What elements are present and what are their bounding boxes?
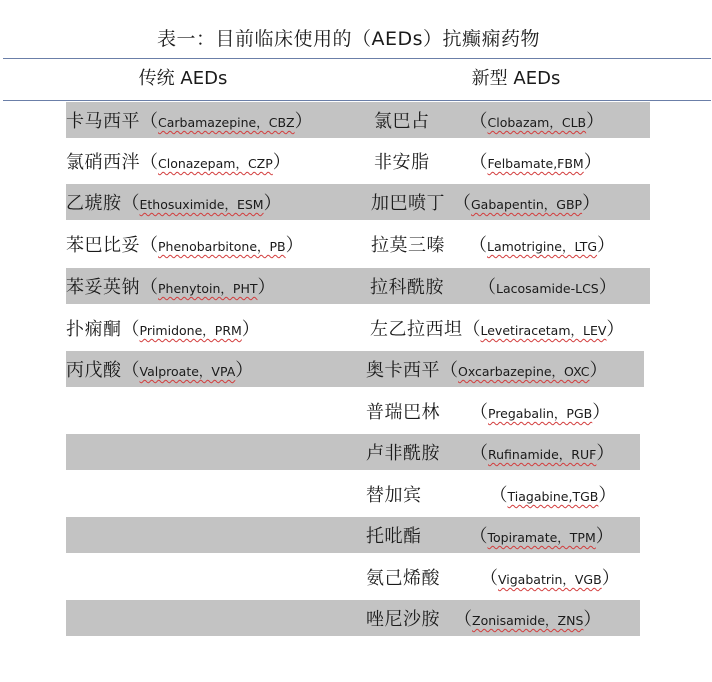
list-item <box>66 104 313 140</box>
bracket: （ <box>480 568 498 589</box>
top-rule <box>3 58 711 59</box>
drug-abbr: Vigabatrin，VGB <box>498 572 602 587</box>
bracket: （ <box>453 193 471 214</box>
bracket: ） <box>598 485 617 506</box>
bracket: （ <box>469 526 488 547</box>
bracket: ） <box>272 152 291 173</box>
drug-name: 氯巴占 <box>374 111 430 132</box>
drug-abbr: Levetiracetam，LEV <box>480 323 607 338</box>
bracket: ） <box>582 193 601 214</box>
drug-name: 替加宾 <box>366 485 422 506</box>
bracket: （ <box>469 235 487 256</box>
table-title: 表一：目前临床使用的（AEDs）抗癫痫药物 <box>156 28 541 50</box>
bracket: （ <box>121 360 140 381</box>
drug-name: 加巴喷丁 <box>371 193 445 214</box>
bracket: （ <box>121 193 140 214</box>
drug-abbr: Clobazam，CLB <box>487 115 587 130</box>
drug-name: 氯硝西泮 <box>66 152 140 173</box>
list-item <box>370 312 624 348</box>
drug-abbr: Gabapentin，GBP <box>471 197 583 212</box>
drug-abbr: Valproate，VPA <box>139 364 236 379</box>
drug-name: 拉科酰胺 <box>370 277 444 298</box>
header-rule <box>3 100 711 101</box>
bracket: （ <box>121 319 140 340</box>
bracket: （ <box>469 111 488 132</box>
list-item <box>366 519 614 555</box>
bracket: ） <box>583 609 602 630</box>
list-item <box>66 312 260 348</box>
header-new: 新型 AEDs <box>471 68 561 89</box>
bracket: ） <box>257 277 276 298</box>
drug-name: 拉莫三嗪 <box>371 235 445 256</box>
bracket: ） <box>601 568 620 589</box>
bracket: ） <box>598 277 617 298</box>
drug-abbr: Pregabalin，PGB <box>488 406 593 421</box>
drug-abbr: Topiramate，TPM <box>487 530 596 545</box>
bracket: ） <box>235 360 254 381</box>
bracket: ） <box>294 111 313 132</box>
drug-name: 托吡酯 <box>366 526 422 547</box>
drug-abbr: Tiagabine,TGB <box>507 489 599 504</box>
drug-name: 氨己烯酸 <box>366 568 440 589</box>
drug-abbr: Rufinamide，RUF <box>488 447 597 462</box>
bracket: ） <box>595 526 614 547</box>
bracket: ） <box>596 443 615 464</box>
bracket: （ <box>140 111 158 132</box>
drug-abbr: Ethosuximide，ESM <box>139 197 264 212</box>
bracket: ） <box>241 319 260 340</box>
bracket: （ <box>140 277 158 298</box>
drug-name: 卢非酰胺 <box>366 443 440 464</box>
drug-abbr: Lamotrigine，LTG <box>487 239 598 254</box>
drug-name: 苯妥英钠 <box>66 277 140 298</box>
list-item <box>371 228 615 264</box>
drug-name: 乙琥胺 <box>66 193 122 214</box>
drug-abbr: Carbamazepine，CBZ <box>158 115 295 130</box>
drug-abbr: Oxcarbazepine，OXC <box>458 364 590 379</box>
bracket: （ <box>462 319 481 340</box>
drug-abbr: Felbamate,FBM <box>487 156 584 171</box>
bracket: （ <box>489 485 508 506</box>
bracket: （ <box>470 402 488 423</box>
drug-abbr: Zonisamide，ZNS <box>472 613 584 628</box>
bracket: （ <box>469 152 488 173</box>
drug-name: 卡马西平 <box>66 111 140 132</box>
bracket: （ <box>454 609 472 630</box>
list-item <box>66 270 276 306</box>
list-item <box>366 602 601 638</box>
drug-name: 非安脂 <box>374 152 430 173</box>
bracket: ） <box>263 193 282 214</box>
list-item <box>66 186 282 222</box>
drug-name: 丙戊酸 <box>66 360 122 381</box>
bracket: ） <box>606 319 625 340</box>
list-item <box>374 145 602 181</box>
bracket: ） <box>589 360 608 381</box>
drug-name: 左乙拉西坦 <box>370 319 463 340</box>
list-item <box>370 270 617 306</box>
drug-name: 唑尼沙胺 <box>366 609 440 630</box>
drug-abbr: Phenytoin，PHT <box>158 281 258 296</box>
bracket: ） <box>592 402 611 423</box>
drug-name: 普瑞巴林 <box>366 402 440 423</box>
bracket: ） <box>285 235 304 256</box>
drug-abbr: Primidone，PRM <box>139 323 242 338</box>
list-item <box>66 145 291 181</box>
list-item <box>366 395 610 431</box>
bracket: （ <box>140 152 158 173</box>
bracket: ） <box>597 235 616 256</box>
drug-abbr: Clonazepam，CZP <box>158 156 273 171</box>
bracket: （ <box>478 277 496 298</box>
list-item <box>366 478 616 514</box>
list-item <box>66 228 304 264</box>
drug-name: 扑痫酮 <box>66 319 122 340</box>
bracket: （ <box>470 443 488 464</box>
bracket: （ <box>440 360 458 381</box>
list-item <box>366 436 614 472</box>
header-traditional: 传统 AEDs <box>138 68 228 89</box>
list-item <box>371 186 600 222</box>
bracket: ） <box>583 152 602 173</box>
list-item <box>366 353 607 389</box>
drug-abbr: Lacosamide-LCS <box>496 281 599 296</box>
list-item <box>374 104 604 140</box>
list-item <box>366 561 620 597</box>
drug-name: 苯巴比妥 <box>66 235 140 256</box>
drug-abbr: Phenobarbitone，PB <box>158 239 286 254</box>
drug-name: 奥卡西平 <box>366 360 440 381</box>
bracket: （ <box>140 235 158 256</box>
list-item <box>66 353 253 389</box>
bracket: ） <box>586 111 605 132</box>
